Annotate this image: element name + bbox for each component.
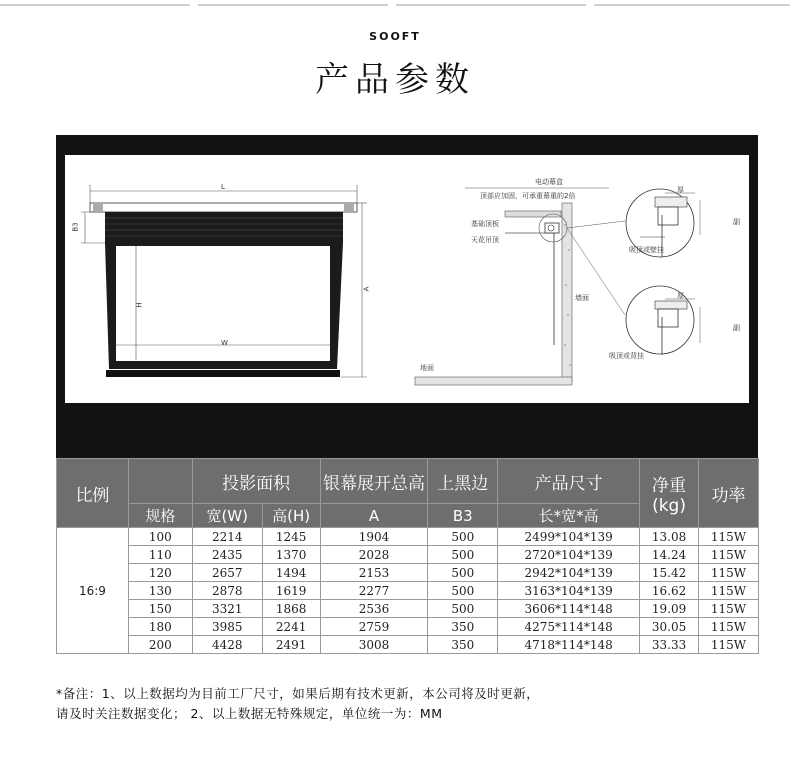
cell-size: 4275*114*148	[498, 618, 640, 636]
top-divider-center-left	[198, 4, 388, 6]
cell-size: 2499*104*139	[498, 528, 640, 546]
footnote-line-1: *备注：1、以上数据均为目前工厂尺寸，如果后期有技术更新，本公司将及时更新，	[56, 686, 540, 701]
footnote-line-2: 请及时关注数据变化； 2、以上数据无特殊规定，单位统一为：MM	[56, 706, 443, 721]
header-a: A	[320, 504, 428, 528]
cell-width: 3321	[192, 600, 262, 618]
header-screen-height: 银幕展开总高	[320, 459, 428, 504]
cell-spec: 110	[128, 546, 192, 564]
floor-label: 地面	[420, 364, 434, 372]
spec-table	[56, 458, 759, 654]
header-net-weight: 净重(kg)	[640, 459, 699, 528]
box-note-label: 顶部应加固，可承重幕重的2倍	[480, 192, 576, 200]
cell-a: 2759	[320, 618, 428, 636]
cell-weight: 16.62	[640, 582, 699, 600]
cell-a: 2153	[320, 564, 428, 582]
cell-power: 115W	[699, 636, 759, 654]
cell-size: 2942*104*139	[498, 564, 640, 582]
cell-power: 115W	[699, 600, 759, 618]
brand-logo: SOOFT	[369, 30, 421, 43]
top-divider-right	[594, 4, 790, 6]
dim-label-h: H	[135, 302, 144, 308]
header-product-size: 产品尺寸	[498, 459, 640, 504]
side-label-1: 副	[733, 218, 740, 226]
table-row	[57, 636, 759, 654]
ceiling-label: 天花吊顶	[471, 236, 499, 244]
header-top-border: 上黑边	[428, 459, 498, 504]
cell-b3: 350	[428, 636, 498, 654]
cell-width: 2878	[192, 582, 262, 600]
footnote	[56, 684, 776, 724]
cell-power: 115W	[699, 582, 759, 600]
page-title: 产品参数	[315, 60, 475, 100]
cell-height: 1619	[262, 582, 320, 600]
cell-weight: 30.05	[640, 618, 699, 636]
technical-drawing	[65, 155, 749, 403]
cell-spec: 180	[128, 618, 192, 636]
screen-diagram-svg	[65, 155, 749, 403]
cell-height: 1868	[262, 600, 320, 618]
cell-height: 1370	[262, 546, 320, 564]
cell-width: 2435	[192, 546, 262, 564]
cell-a: 2028	[320, 546, 428, 564]
header-lwh: 长*宽*高	[498, 504, 640, 528]
cell-spec: 100	[128, 528, 192, 546]
table-row	[57, 564, 759, 582]
cell-a: 2277	[320, 582, 428, 600]
box-title-label: 电动幕盒	[535, 178, 563, 186]
thick-label-1: 厚	[677, 186, 684, 194]
cell-spec: 130	[128, 582, 192, 600]
cell-weight: 14.24	[640, 546, 699, 564]
table-row	[57, 600, 759, 618]
cell-spec: 120	[128, 564, 192, 582]
ceiling-back-label: 吸顶或背挂	[609, 352, 644, 360]
wall-label: 墙面	[575, 294, 589, 302]
cell-a: 1904	[320, 528, 428, 546]
cell-b3: 500	[428, 546, 498, 564]
table-row	[57, 582, 759, 600]
cell-weight: 33.33	[640, 636, 699, 654]
cell-a: 2536	[320, 600, 428, 618]
cell-b3: 500	[428, 600, 498, 618]
cell-weight: 13.08	[640, 528, 699, 546]
cell-width: 2214	[192, 528, 262, 546]
cell-size: 4718*114*148	[498, 636, 640, 654]
dim-label-a: A	[362, 286, 371, 292]
ratio-cell: 16:9	[57, 528, 129, 654]
cell-width: 4428	[192, 636, 262, 654]
technical-drawing-panel	[56, 135, 758, 458]
cell-height: 2491	[262, 636, 320, 654]
cell-spec: 150	[128, 600, 192, 618]
side-label-2: 副	[733, 324, 740, 332]
header-height: 高(H)	[262, 504, 320, 528]
ceiling-wall-label: 吸顶或壁挂	[629, 246, 664, 254]
cell-power: 115W	[699, 528, 759, 546]
cell-height: 2241	[262, 618, 320, 636]
base-board-label: 基础顶板	[471, 220, 499, 228]
cell-b3: 500	[428, 528, 498, 546]
header-width: 宽(W)	[192, 504, 262, 528]
cell-a: 3008	[320, 636, 428, 654]
header-ratio: 比例	[57, 459, 129, 528]
cell-power: 115W	[699, 564, 759, 582]
top-divider-center-right	[396, 4, 586, 6]
header-b3: B3	[428, 504, 498, 528]
cell-height: 1494	[262, 564, 320, 582]
cell-width: 3985	[192, 618, 262, 636]
cell-weight: 15.42	[640, 564, 699, 582]
header-spec: 规格	[128, 504, 192, 528]
header-blank	[128, 459, 192, 504]
cell-height: 1245	[262, 528, 320, 546]
cell-b3: 500	[428, 582, 498, 600]
cell-size: 3606*114*148	[498, 600, 640, 618]
table-row	[57, 618, 759, 636]
header-projection-area: 投影面积	[192, 459, 320, 504]
cell-weight: 19.09	[640, 600, 699, 618]
table-row	[57, 546, 759, 564]
dim-label-b3: B3	[71, 222, 80, 232]
header-power: 功率	[699, 459, 759, 528]
table-row	[57, 528, 759, 546]
cell-size: 3163*104*139	[498, 582, 640, 600]
dim-label-l: L	[221, 183, 225, 191]
thick-label-2: 厚	[677, 292, 684, 300]
cell-b3: 500	[428, 564, 498, 582]
cell-power: 115W	[699, 618, 759, 636]
cell-width: 2657	[192, 564, 262, 582]
cell-spec: 200	[128, 636, 192, 654]
cell-b3: 350	[428, 618, 498, 636]
dim-label-w: W	[221, 339, 228, 347]
cell-power: 115W	[699, 546, 759, 564]
cell-size: 2720*104*139	[498, 546, 640, 564]
top-divider-left	[0, 4, 190, 6]
